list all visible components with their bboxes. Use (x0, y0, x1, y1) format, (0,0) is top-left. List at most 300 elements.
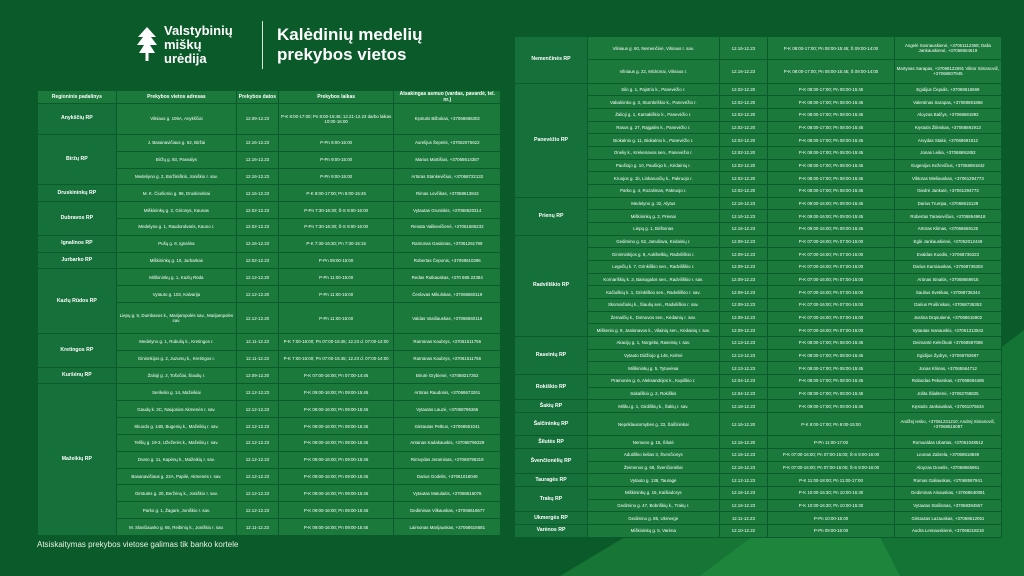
dates-cell: 12.12-12.23 (237, 384, 279, 401)
contact-cell: Artūras Klimas, +37068669125 (894, 222, 1001, 235)
address-cell: Kornariškių k. 3, Baisogalos sen., Radviliškio r. sav. (588, 273, 719, 286)
hours-cell: P-K 08:00-17:00; Pn 08:00-15:45; Š 09:00-14:00 (768, 37, 895, 60)
address-cell: Basanavičiaus g. 22A, Papilė, Akmenės r. sav. (116, 468, 236, 485)
hours-cell: P-K 09:00-16:00; Pn 09:00-15:45 (278, 451, 394, 468)
hours-cell: P-K 09:00-16:00; Pn 09:00-15:45 (278, 468, 394, 485)
address-cell: Legečių k. 7, Grinkiškio sen., Radviliškio r. (588, 260, 719, 273)
dates-cell: 12.16-12.23 (719, 499, 768, 512)
region-name: Jurbarko RP (38, 252, 117, 269)
hours-cell: P-Pn 10:00-15:00 (768, 512, 895, 525)
page-title (277, 25, 447, 65)
hours-cell: P-K 8:00-17:00; Pn 8:00-15:00 (768, 412, 895, 435)
table-row (515, 474, 1002, 487)
contact-cell: Rimvydas Jeraminas, +37068796319 (394, 451, 501, 468)
contact-cell: Arūnas Sinaitis, +37068669915 (894, 273, 1001, 286)
dates-cell: 12.09-12.23 (719, 260, 768, 273)
table-row (515, 349, 1002, 362)
hours-cell: P-K 8:00-17:00; Pn 8:00-15:45 (278, 185, 394, 202)
contact-cell: Viktoras Mieliauskas, +37061294773 (894, 172, 1001, 185)
hours-cell: P-K 7:30-16:30; Pn 7:30-15:15 (278, 235, 394, 252)
hours-cell: P-K 07:00-16:00; Pn 07:00-15:00; Š-S 9:00-16:00 (768, 461, 895, 474)
address-cell: Serikelio g. 14, Mažeikiai (116, 384, 236, 401)
table-row (515, 499, 1002, 512)
column-header: Atsakingas asmuo (vardas, pavardė, tel. nr.) (394, 91, 501, 104)
address-cell: Pušų g. 8, Ignalina (116, 235, 236, 252)
region-name: Ukmergės RP (515, 512, 588, 525)
logo-line: Valstybinių (164, 23, 233, 38)
contact-cell: Redas Rutkauskas, +370 686 22384 (394, 269, 501, 286)
table-row (515, 197, 1002, 210)
address-cell: Kačiuškių k. 1, Grinkiškio sen., Radviliškio r. sav. (588, 286, 719, 299)
region-name: Rokiškio RP (515, 374, 588, 399)
table-row (515, 260, 1002, 273)
hours-cell: P-K 08:00-17:00; Pn 08:00-15:45 (768, 184, 895, 197)
table-row (38, 134, 501, 151)
dates-cell: 12.02-12.23 (237, 218, 279, 235)
hours-cell: P-K 08:00-17:00; Pn 08:00-15:45 (768, 83, 895, 96)
logo (136, 24, 254, 66)
contact-cell: Martynas Sarapas, +37068122691 Viktor Simanovič, +37068607945 (894, 60, 1001, 83)
address-cell: Nepriklausomybės g. 33, Šalčininkai (588, 412, 719, 435)
contact-cell: Darius Prušinskas, +37068736353 (894, 298, 1001, 311)
hours-cell: P-K 09:00-16:00; Pn 09:00-15:45 (768, 222, 895, 235)
address-cell: Miškininkų g. 2, Prienai (588, 210, 719, 223)
address-cell: Vabalninko g. 3, Stumbriškio k., Panevėžio r. (588, 96, 719, 109)
dates-cell: 12.02-12.20 (719, 134, 768, 147)
column-header: Prekybos vietos adresas (116, 91, 236, 104)
hours-cell: P-K 09:00-16:00; Pn 09:00-15:45 (278, 384, 394, 401)
hours-cell: P-K 09:00-16:00; Pn 09:00-15:45 (278, 485, 394, 502)
dates-cell: 12.12-12.23 (237, 485, 279, 502)
dates-cell: 12.12-12.23 (237, 434, 279, 451)
hours-cell: P-K 07:00-16:00; Pn 07:00-15:00 (768, 235, 895, 248)
region-name: Ignalinos RP (38, 235, 117, 252)
hours-cell: P-K 09:00-16:00; Pn 09:00-15:45 (278, 434, 394, 451)
contact-cell: Jonas Klimas, +37065564712 (894, 362, 1001, 375)
contact-cell: Ramūnas Gasiūnas, +37061261799 (394, 235, 501, 252)
address-cell: Vilniaus g. 22, Mickūnai, Vilniaus r. (588, 60, 719, 83)
contact-cell: Aloyzas Dovelis, +37068665961 (894, 461, 1001, 474)
table-row (515, 362, 1002, 375)
dates-cell: 12.02-12.20 (719, 159, 768, 172)
dates-cell: 12.09-12.23 (719, 298, 768, 311)
hours-cell: P-K 07:00-16:00; Pn 07:00-15:00 (768, 273, 895, 286)
table-row (515, 387, 1002, 400)
hours-cell: P-K 7:00-16:00; Pn 07:00-15:45; 12.23 d. 07:00-14:00 (278, 350, 394, 367)
dates-cell: 12.12-12.23 (237, 468, 279, 485)
column-header: Prekybos datos (237, 91, 279, 104)
address-cell: Pramonės g. 6, Aleksandrijos k., Kupiškio r. (588, 374, 719, 387)
dates-cell: 12.12-12.23 (719, 474, 768, 487)
contact-cell: Gediminas Vilkauskas, +37068616677 (394, 502, 501, 519)
dates-cell: 12.09-12.23 (719, 324, 768, 337)
region-name: Anykščių RP (38, 104, 117, 135)
hours-cell: P-K 09:00-17:00; Pn 09:00-15:45 (768, 400, 895, 413)
hours-cell: P-Pn 9:00-15:00 (278, 151, 394, 168)
table-row (515, 486, 1002, 499)
address-cell: Žalioji g. 2, Tošočiai, Šiaulių r. (116, 367, 236, 384)
hours-cell: P-K 07:00-16:00; Pn 07:00-15:00 (768, 311, 895, 324)
address-cell: Gaudų k. 3C, Naujosios Akmenės r. sav. (116, 401, 236, 418)
hours-cell: P-Pn 11:00-15:00 (278, 303, 394, 334)
hours-cell: P-K 08:00-17:00; Pn 08:00-15:45 (768, 159, 895, 172)
logo-line: miškų (164, 37, 202, 52)
dates-cell: 12.16-12.23 (719, 210, 768, 223)
hours-cell: P-K 08:00-17:00; Pn 08:00-15:45 (768, 108, 895, 121)
hours-cell: P-K 08:00-17:00; Pn 08:00-15:45 (768, 349, 895, 362)
address-cell: Mišku g. 1, Girdiškių k., Šakių r. sav. (588, 400, 719, 413)
region-name: Raseinių RP (515, 336, 588, 374)
hours-cell: P-K 07:00-16:00; Pn 07:00-15:00 (768, 248, 895, 261)
region-name: Tauragės RP (515, 474, 588, 487)
dates-cell: 12.09-12.23 (237, 104, 279, 135)
address-cell: Miškenio g. 9, Janiūnavos k., Vilainių sen., Kėdainių r. sav. (588, 324, 719, 337)
dates-cell: 12.11-12.23 (719, 512, 768, 525)
table-row (515, 248, 1002, 261)
dates-cell: 12.13-12.23 (719, 336, 768, 349)
dates-cell: 12.02-12.20 (719, 146, 768, 159)
address-cell: Telšių g. 19-3, Užežerės k., Mažeikių r. sav. (116, 434, 236, 451)
address-cell: Miškininkų g. 10, Jurbarkas (116, 252, 236, 269)
table-header-row (38, 91, 501, 104)
address-cell: Miškininkų g. 15, Kaišiadorys (588, 486, 719, 499)
dates-cell: 12.16-12.20 (719, 412, 768, 435)
contact-cell: Renata Valikevičienė, +37061585232 (394, 218, 501, 235)
region-name: Šalčininkų RP (515, 412, 588, 435)
table-row (515, 134, 1002, 147)
address-cell: Parko g. 1, Žagarė, Joniškio r. sav. (116, 502, 236, 519)
dates-cell: 12.16-12.23 (237, 168, 279, 185)
contact-cell: Ramūnas Kaubrys, +37061511756 (394, 333, 501, 350)
hours-cell: P-K 07:00-16:00; Pn 07:00-15:00 (768, 286, 895, 299)
dates-cell: 12.12-12.23 (237, 502, 279, 519)
locations-table-left (37, 90, 501, 536)
table-row (515, 412, 1002, 435)
address-cell: Akacijų g. 1, Norgėlai, Raseinių r. sav. (588, 336, 719, 349)
address-cell: Žemaičių k., Dotnuvos sen., Kėdainių r. sav. (588, 311, 719, 324)
hours-cell: P-Pn 7:30-16:30; Š-S 9:00-16:00 (278, 218, 394, 235)
table-row (38, 269, 501, 286)
contact-cell: Birutė Grybienė, +37068217252 (394, 367, 501, 384)
dates-cell: 12.04-12.23 (719, 374, 768, 387)
contact-cell: Angelė Sosnauskienė, +37061112368; Dalia Jankauskienė, +37068604619 (894, 37, 1001, 60)
region-name: Kazlų Rūdos RP (38, 269, 117, 334)
locations-table-right (514, 36, 1002, 538)
hours-cell: P-K 09:00-16:00; Pn 09:00-15:45 (768, 210, 895, 223)
contact-cell: Giedrė Jankutė, +37061294773 (894, 184, 1001, 197)
region-name: Varėnos RP (515, 524, 588, 537)
hours-cell: P-K 8:00-17:00; Pn 8:00-15:45; 12.21-12.23 darbo laikas 10:00-16:00 (278, 104, 394, 135)
table-row (515, 108, 1002, 121)
contact-cell: Vytautas Gruniskis, +37068620314 (394, 202, 501, 219)
hours-cell: P-Pn 11:00-15:00 (278, 286, 394, 303)
dates-cell: 12.02-12.23 (237, 202, 279, 219)
hours-cell: P-K 08:00-17:00; Pn 08:00-15:45 (768, 172, 895, 185)
dates-cell: 12.02-12.20 (719, 83, 768, 96)
hours-cell: P-K 09:00-16:00; Pn 09:00-15:45 (278, 519, 394, 536)
address-cell: Miškininkų g. 2, Girionys, Kaunas (116, 202, 236, 219)
contact-cell: Vytautas Stašiūnas, +37068384567 (894, 499, 1001, 512)
address-cell: Vilniaus g. 60, Nemenčinė, Vilniaus r. sav. (588, 37, 719, 60)
table-row (515, 235, 1002, 248)
hours-cell: P-K 07:00-16:00; Pn 07:00-15:00 (768, 260, 895, 273)
dates-cell: 12.10-12.22 (719, 524, 768, 537)
contact-cell: Aloyzas Balčys, +37068691892 (894, 108, 1001, 121)
contact-cell: Artūras Raudonis, +37068673261 (394, 384, 501, 401)
address-cell: Medeliyno g. 2, Boržiniškis, Joniškio r. sav. (116, 168, 236, 185)
hours-cell: P-K 09:00-16:00; Pn 09:00-15:45 (278, 418, 394, 435)
table-row (515, 374, 1002, 387)
hours-cell: P-K 08:00-17:00; Pn 08:00-15:45 (768, 387, 895, 400)
table-row (515, 96, 1002, 109)
table-row (515, 448, 1002, 461)
hours-cell: P-Pn 9:00-15:00 (278, 134, 394, 151)
address-cell: Gedimino g. 52, Janušava, Kėdainių r. (588, 235, 719, 248)
table-row (515, 311, 1002, 324)
dates-cell: 12.13-12.23 (719, 349, 768, 362)
table-row (515, 83, 1002, 96)
contact-cell: Arvydas Stakė, +37068691912 (894, 134, 1001, 147)
contact-cell: Egidijus Žydrys, +37068792697 (894, 349, 1001, 362)
contact-cell: Andžej Iesko, +37061231210; Andrej Simanovič, +37068615097 (894, 412, 1001, 435)
address-cell: Biržų g. 93, Pasvalys (116, 151, 236, 168)
address-cell: Medelyno g. 32, Alytus (588, 197, 719, 210)
table-row (515, 336, 1002, 349)
contact-cell: Egidijus Čepulis, +37068616669 (894, 83, 1001, 96)
dates-cell: 12.09-12.23 (719, 273, 768, 286)
dates-cell: 12.12-12.23 (237, 451, 279, 468)
contact-cell: Deimantė Kelečkutė +37068597086 (894, 336, 1001, 349)
table-row (515, 298, 1002, 311)
dates-cell: 12.12-12.20 (237, 269, 279, 286)
address-cell: Parko g. 4, Rozalimas, Pakruojo r. (588, 184, 719, 197)
contact-cell: Aurelijus Šepetis, +37062076622 (394, 134, 501, 151)
table-row (515, 159, 1002, 172)
hours-cell: P-K 07:00-16:00; Pn 07:00-14:45 (278, 367, 394, 384)
contact-cell: Ramūnas Kaubrys, +37061511756 (394, 350, 501, 367)
table-row (38, 104, 501, 135)
table-row (515, 222, 1002, 235)
tree-logo-icon (136, 25, 158, 65)
hours-cell: P-K 07:00-16:00; Pn 07:00-15:00 (768, 324, 895, 337)
table-row (515, 37, 1002, 60)
hours-cell: P-K 08:00-17:00; Pn 08:00-15:45 (768, 374, 895, 387)
dates-cell: 12.12-12.23 (237, 401, 279, 418)
contact-cell: Robertas Tarasevičius, +37068649618 (894, 210, 1001, 223)
contact-cell: Leonas Zabrela, +37068618849 (894, 448, 1001, 461)
payment-note: Atsiskaitymas prekybos vietose galimas tik banko kortele (37, 540, 239, 549)
contact-cell: Artūras Stankevičius, +37068722132 (394, 168, 501, 185)
dates-cell: 12.16-12.23 (237, 151, 279, 168)
contact-cell: Evaldas Kuodis, +37068736323 (894, 248, 1001, 261)
contact-cell: Gediminas Ainauskas, +37068640081 (894, 486, 1001, 499)
table-row (515, 286, 1002, 299)
address-cell: Vilniaus g. 105A, Anykščiai (116, 104, 236, 135)
dates-cell: 12.16-12.23 (237, 235, 279, 252)
hours-cell: P-K 08:00-17:00; Pn 08:00-15:45 (768, 96, 895, 109)
address-cell: Gedimino g. 85, Ukmergė (588, 512, 719, 525)
dates-cell: 12.16-12.23 (719, 222, 768, 235)
hours-cell: P-Pn 11:00-15:00 (278, 269, 394, 286)
table-row (38, 185, 501, 202)
contact-cell: Eglė Jankauskienė, +37062012449 (894, 235, 1001, 248)
table-row (38, 252, 501, 269)
address-cell: M. K. Čiurlionio g. 96, Druskininkai (116, 185, 236, 202)
dates-cell: 12.12-12.20 (237, 286, 279, 303)
contact-cell: Jolita Šliaktenė, +37062768825 (894, 387, 1001, 400)
address-cell: Nemuno g. 15, Šilutė (588, 436, 719, 449)
header-divider (262, 21, 263, 69)
contact-cell: Gintautas Petkus, +37068651041 (394, 418, 501, 435)
address-cell: Medelyno g. 1, Raudondvaris, Kauno r. (116, 218, 236, 235)
dates-cell: 12.16-12.23 (719, 448, 768, 461)
contact-cell: Gintautas Lazauskas, +37068612051 (894, 512, 1001, 525)
address-cell: Miškininkų g. 5, Tytuvėnai (588, 362, 719, 375)
table-row (515, 172, 1002, 185)
contact-cell: Vytautas Ivanauskis, +37061313542 (894, 324, 1001, 337)
table-row (515, 436, 1002, 449)
contact-cell: Kęstutis Jankauskas, +37061075634 (894, 400, 1001, 413)
address-cell: Paušiojo g. 10, Paušiojo k., Kėdainių r. (588, 159, 719, 172)
contact-cell: Kęstutis Žilinskas, +37068691913 (894, 121, 1001, 134)
contact-cell: Darius Trumpa, +37068615129 (894, 197, 1001, 210)
dates-cell: 12.12-12.23 (237, 418, 279, 435)
hours-cell: P-Pn 9:00-15:00 (278, 168, 394, 185)
logo-line: urėdija (164, 51, 207, 66)
contact-cell: Rimas Lovčikas, +37068613843 (394, 185, 501, 202)
dates-cell: 12.02-12.20 (719, 108, 768, 121)
dates-cell: 12.16-12.23 (237, 185, 279, 202)
address-cell: Rasos g. 27, Rajgalės k., Panevėžio r. (588, 121, 719, 134)
region-name: Dubravos RP (38, 202, 117, 236)
dates-cell: 12.16-12.23 (719, 37, 768, 60)
dates-cell: 12.11-12.23 (237, 519, 279, 536)
region-name: Nemenčinės RP (515, 37, 588, 84)
dates-cell: 12.16-12.20 (719, 436, 768, 449)
contact-cell: Saulius Svetikas, +37068736344 (894, 286, 1001, 299)
address-cell: Sakalškio g. 2, Rokiškis (588, 387, 719, 400)
column-header: Regioninis padalinys (38, 91, 117, 104)
table-row (515, 121, 1002, 134)
region-name: Mažeikių RP (38, 384, 117, 536)
hours-cell: P-Pn 7:30-16:30; Š-S 9:00-16:00 (278, 202, 394, 219)
contact-cell: Romas Galiauskas, +37068597941 (894, 474, 1001, 487)
contact-cell: Valentinas Sarapas, +37068691856 (894, 96, 1001, 109)
column-header: Prekybos laikas (278, 91, 394, 104)
table-row (515, 273, 1002, 286)
address-cell: Vytauto g. 103, Kalvarija (116, 286, 236, 303)
hours-cell: P-Pn 11:00-17:00 (768, 436, 895, 449)
table-row (515, 512, 1002, 525)
dates-cell: 12.02-12.20 (719, 172, 768, 185)
dates-cell: 12.09-12.23 (719, 311, 768, 324)
contact-cell: Justina Drąsutienė, +37068616902 (894, 311, 1001, 324)
contact-cell: Eugenijus Keževičius, +37068691842 (894, 159, 1001, 172)
address-cell: Dvaro g. 11, Kapėnų k., Mažeikių r. sav. (116, 451, 236, 468)
table-row (38, 202, 501, 219)
address-cell: Skomaičiukų k., Šiaulių sen., Radviliškio r. sav. (588, 298, 719, 311)
address-cell: Miškininkų g. 1, Kazlų Rūda (116, 269, 236, 286)
table-row (515, 210, 1002, 223)
address-cell: Gininnkijos g. 2, Juzumų k., Kretingos r. (116, 350, 236, 367)
address-cell: Gedimino g. 47, Bobriškių k., Trakų r. (588, 499, 719, 512)
dates-cell: 12.16-12.23 (719, 461, 768, 474)
address-cell: Adutiškio kelias 3, Švenčionys (588, 448, 719, 461)
address-cell: Silo g. 1, Pajstrio k., Panevėžio r. (588, 83, 719, 96)
hours-cell: P-K 11:00-18:00; Pn 11:00-17:00 (768, 474, 895, 487)
region-name: Šilutės RP (515, 436, 588, 449)
contact-cell: Jonas Leika, +37068691852 (894, 146, 1001, 159)
address-cell: Liepų g. 1, Birštonas (588, 222, 719, 235)
contact-cell: Robertas Čeponis, +37068610396 (394, 252, 501, 269)
region-name: Šakių RP (515, 400, 588, 413)
region-name: Kretingos RP (38, 333, 117, 367)
address-cell: Žeimenos g. 68, Švenčionėliai (588, 461, 719, 474)
page-title-line: prekybos vietos (277, 45, 407, 64)
dates-cell: 12.16-12.23 (719, 60, 768, 83)
table-row (38, 235, 501, 252)
address-cell: Medelyno g. 1, Rubulių k., Kretingos r. (116, 333, 236, 350)
hours-cell: P-Pn 09:00-15:00 (278, 252, 394, 269)
table-row (515, 60, 1002, 83)
dates-cell: 12.02-12.20 (719, 121, 768, 134)
table-row (515, 324, 1002, 337)
contact-cell: Vytautas Lauzė, +37068796365 (394, 401, 501, 418)
region-name: Panevėžio RP (515, 83, 588, 197)
contact-cell: Laimonas Marijauskas, +37068616681 (394, 519, 501, 536)
table-row (515, 461, 1002, 474)
contact-cell: Antanas Kadakauskis, +37068796329 (394, 434, 501, 451)
address-cell: Gininninkijos g. 8, Aukštelkių, Radviliškio r. (588, 248, 719, 261)
header (136, 20, 447, 70)
dates-cell: 12.02-12.20 (719, 96, 768, 109)
address-cell: Vytauto g. 138, Tauragė (588, 474, 719, 487)
contact-cell: Rolandas Pekarskas, +37068694485 (894, 374, 1001, 387)
table-row (515, 400, 1002, 413)
hours-cell: P-K 08:00-17:00; Pn 08:00-15:45 (768, 146, 895, 159)
dates-cell: 12.09-12.23 (719, 235, 768, 248)
region-name: Prienų RP (515, 197, 588, 235)
address-cell: Kruojos g. 1b, Linkaruočių k., Pakruojo r. (588, 172, 719, 185)
region-name: Druskininkų RP (38, 185, 117, 202)
dates-cell: 12.16-12.23 (237, 134, 279, 151)
hours-cell: P-K 08:00-17:00; Pn 08:00-15:45 (768, 362, 895, 375)
table-row (38, 367, 501, 384)
dates-cell: 12.09-12.23 (719, 248, 768, 261)
address-cell: Skuodo g. 14B, Bugenių k., Mažeikių r. sav. (116, 418, 236, 435)
dates-cell: 12.11-12.23 (237, 350, 279, 367)
address-cell: Žalioji g. 1, Karsakiškio k., Panevėžio r. (588, 108, 719, 121)
dates-cell: 12.02-12.23 (237, 252, 279, 269)
table-row (515, 184, 1002, 197)
address-cell: Girstutės g. 20, Beržėnų k., Joniškio r. sav. (116, 485, 236, 502)
contact-cell: Česlovas Mikulskas, +37068660119 (394, 286, 501, 303)
contact-cell: Valdas Vasiliauskas, +37068660116 (394, 303, 501, 334)
hours-cell: P-K 08:00-17:00; Pn 08:00-15:45 (768, 134, 895, 147)
dates-cell: 12.18-12.23 (719, 400, 768, 413)
table-row (515, 146, 1002, 159)
address-cell: Oneliy k., Krekenavos sen., Panevėžio r. (588, 146, 719, 159)
address-cell: Miškininkų g. 5, Varėna (588, 524, 719, 537)
hours-cell: P-K 08:00-17:00; Pn 08:00-15:45 (768, 336, 895, 349)
contact-cell: Romualdas Ubartas, +37061048512 (894, 436, 1001, 449)
table-row (515, 524, 1002, 537)
dates-cell: 12.04-12.23 (719, 387, 768, 400)
address-cell: Liepų g. 5, Dumbavos k., Marijampolės sav., Marijampolės sav. (116, 303, 236, 334)
hours-cell: P-K 09:00-16:00; Pn 09:00-15:45 (768, 197, 895, 210)
contact-cell: Vytautas Matulaitis, +37068616076 (394, 485, 501, 502)
hours-cell: P-K 10:00-16:30; Pn 10:00-15:30 (768, 499, 895, 512)
